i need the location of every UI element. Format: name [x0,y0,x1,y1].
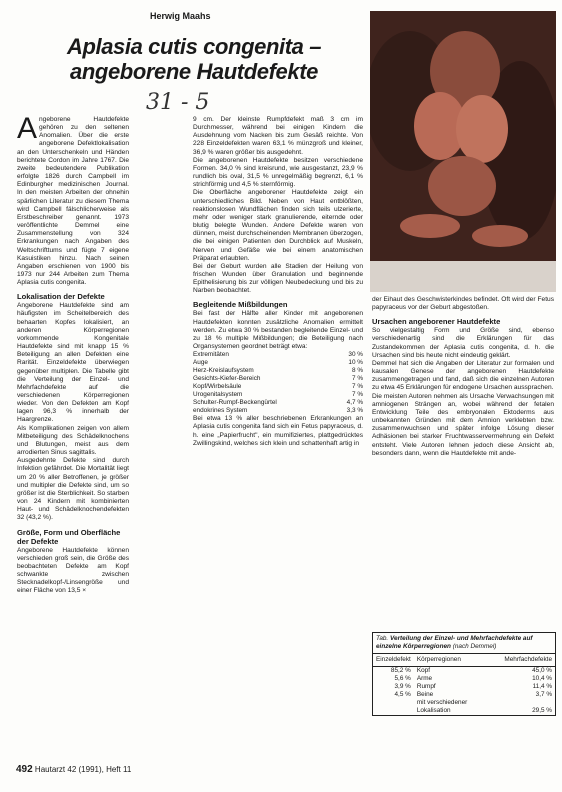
infant-photo [370,11,556,292]
table-header: Mehrfachdefekte [501,654,555,667]
title-line-1: Aplasia cutis congenita – [66,34,322,59]
table-body [373,653,555,715]
list-item: Extremitäten 30 % [193,351,363,359]
list-item: Herz-Kreislaufsystem 8 % [193,367,363,375]
column-3 [372,296,554,458]
paragraph-fetus: Bei etwa 13 % aller beschriebenen Erkrankungen an Aplasia cutis congenita fand sich ein Fetus papyraceus, d. h. eine „Papierfrucht", ein mumifiziertes, plattgedrücktes Zwillingskind, welches sich klein und schattenhaft artig in [193,415,363,447]
paragraph-infektion: Ausgedehnte Defekte sind durch Infektion gefährdet. Die Mortalität liegt um 20 % aller Betroffenen, je größer und multipler die Defekte sind, um so größer ist die Sterblichkeit. So starben von 24 Kindern mit kombinierten Haut- und Schädelknochendefekten 32 (43,2 %). [17,457,129,522]
paragraph-komplikationen: Als Komplikationen zeigen von allem Mitbeteiligung des Schädelknochens und Blutungen, meist aus dem arrodierten Sinus sagittalis. [17,424,129,457]
heading-lokalisation: Lokalisation der Defekte [17,292,105,302]
distribution-table [372,632,556,716]
heading-groesse: Größe, Form und Oberfläche der Defekte [17,527,121,546]
table-header-row [373,654,555,667]
heading-missbildungen: Begleitende Mißbildungen [193,300,288,310]
intro-paragraph: Angeborene Hautdefekte gehören zu den seltenen Anomalien. Über die erste angeborene Defektlokalisation an den Unterschenkeln und Händen berichtete Cordon im Jahre 1767. Die zweite bedeutendere Publikation erfolgte 1826 durch Campbell im Edinburgher medizinischen Journal. In den meisten Arbeiten der ohnehin spärlichen Literatur zu diesem Thema wird Campbell fälschlicherweise als Erstbeschreiber genannt. 1973 veröffentlichte Demmel eine Zusammenstellung von 324 Erkrankungen nach Angaben des Weltschrifttums und fügte 7 eigene Kasuistiken hinzu. Nach seinen Angaben erschienen von 1900 bis 1973 nur 244 Arbeiten zum Thema Aplasia cutis congenita. [17,112,129,287]
paragraph-abgestossen: der Eihaut des Geschwisterkindes befindet. Oft wird der Fetus papyraceus vor der Geburt abgestoßen. [372,296,554,312]
list-item: Kopf/Wirbelsäule 7 % [193,383,363,391]
list-item: Urogenitalsystem 7 % [193,391,363,399]
column-1 [17,112,129,595]
paragraph-ursachen-2: Demmel hat sich die Angaben der Literatur zur formalen und kausalen Genese der angeborenen Hautdefekte zusammengetragen und fand, daß sich die einzelnen Autoren zu etwa 45 Erklärungen für endogene Ursachen aussprachen. [372,359,554,392]
list-item: Schulter-Rumpf-Beckengürtel 4,7 % [193,399,363,407]
photo-illustration [370,11,556,292]
title-line-2: angeborene Hautdefekte [70,59,318,84]
column-2 [193,116,363,448]
table-row: 85,2 % Kopf 45,0 % [390,667,552,674]
paragraph-ursachen-1: So vielgestaltig Form und Größe sind, ebenso verschiedenartig sind die Erklärungen für das Zustandekommen der Aplasia cutis congenita, d. h. die Ursachen sind bis heute nicht eindeutig geklärt. [372,327,554,359]
table-header: Einzeldefekt [373,654,414,667]
table-row: 4,5 % Beine 3,7 % [394,691,552,698]
paragraph-ursachen-3: Die meisten Autoren nehmen als Ursache Verwachsungen mit amniogenen Strängen an, wobei während der fetalen Entwicklung Teile des embryonalen Ektoderms aus unbekannten Gründen mit dem Amnion verklebten bzw. zusammenwuchsen und später infolge Lösung dieser Adhäsionen bei starker Fruchtwasservermehrung ein Defekt entsteht. Viele Autoren lehnen jedoch diese Ansicht ab, besonders dann, wenn die Hautdefekte mit ande- [372,392,554,457]
page-number: 492 [16,764,33,775]
paragraph-missbildungen: Bei fast der Hälfte aller Kinder mit angeborenen Hautdefekten konnten zusätzliche Anomalien ermittelt werden. Zu etwa 30 % bestanden begleitende Einzel- und zu 18 % multiple Mißbildungen; die Beteiligung nach Organsystemen geordnet beträgt etwa: [193,310,363,351]
paragraph-oberflaeche: Die Oberfläche angeborener Hautdefekte zeigt ein unterschiedliches Bild. Neben von Haut entblößten, reaktionslosen Wundflächen finden sich teils ulzerierte, mehr oder weniger stark granulierende, eiternde oder blutig belegte Wunden. Andere Defekte waren von dünnen, meist durchscheinenden Membranen überzogen, die bei einigen Patienten den Durchblick auf Muskeln, Nerven und Gefäße wie bei einem anatomischen Präparat erlaubten. [193,189,363,262]
page-footer [16,764,131,775]
paragraph-heilung: Bei der Geburt wurden alle Stadien der Heilung von frischen Wunden über Granulation und beginnende Epithelisierung bis zur völligen Neubedeckung und bis zu Narben beobachtet. [193,262,363,295]
list-item: Auge 10 % [193,359,363,367]
drop-cap: A [17,112,38,145]
table-row: 3,9 % Rumpf 11,4 % [394,683,552,690]
heading-ursachen: Ursachen angeborener Hautdefekte [372,317,501,327]
author-name: Herwig Maahs [150,11,211,21]
table-title: Tab. Verteilung der Einzel- und Mehrfachdefekte auf einzelne Körperregionen (nach Demmel) [376,635,533,650]
list-item: endokrines System 3,3 % [193,407,363,415]
article-title [44,34,344,84]
list-item: Gesichts-Kiefer-Bereich 7 % [193,375,363,383]
paragraph-size: 9 cm. Der kleinste Rumpfdefekt maß 3 cm im Durchmesser, während bei einigen Kindern die Ausdehnung vom Nacken bis zum Gesäß reichte. Von 228 Einzeldefekten waren 63,1 % münzgroß und kleiner, 36,9 % waren größer bis ausgedehnt. [193,116,363,156]
table-header: Körperregionen [414,654,502,667]
table-row: 5,6 % Arme 10,4 % [394,675,552,682]
paragraph-form: Die angeborenen Hautdefekte besitzen verschiedene Formen. 34,0 % sind kreisrund, wie ausgestanzt, 23,9 % rundlich bis oval, 31,5 % unregelmäßig begrenzt, 6,1 % strichförmig und 4,5 % sternförmig. [193,156,363,189]
handwritten-note: 31 - 5 [146,90,210,115]
paragraph-lokalisation: Angeborene Hautdefekte sind am häufigsten im Scheitelbereich des behaarten Kopfes lokalisiert, an anderen Körperregionen vorkommende Kongenitale Hautdefekte sind mit knapp 15 % Beteiligung an allen Defekten eine Rarität. Einzeldefekte überwiegen gegenüber multiplen. Die Tabelle gibt die Verteilung der Einzel- und Mehrfachdefekte auf die verschiedenen Körperregionen wieder. Von den Defekten am Kopf lagen 96,3 % innerhalb der Haargrenze. [17,302,129,424]
paragraph-groesse: Angeborene Hautdefekte können verschieden groß sein, die Größe des beobachteten Defekte am Kopf schwankte zwischen Stecknadelkopf-/Linsengröße und einer Fläche von 13,5 × [17,546,129,595]
table-row: mit verschiedener Lokalisation 29,5 % [416,699,552,714]
organ-system-list [193,351,363,415]
journal-citation: Hautarzt 42 (1991), Heft 11 [34,765,132,774]
